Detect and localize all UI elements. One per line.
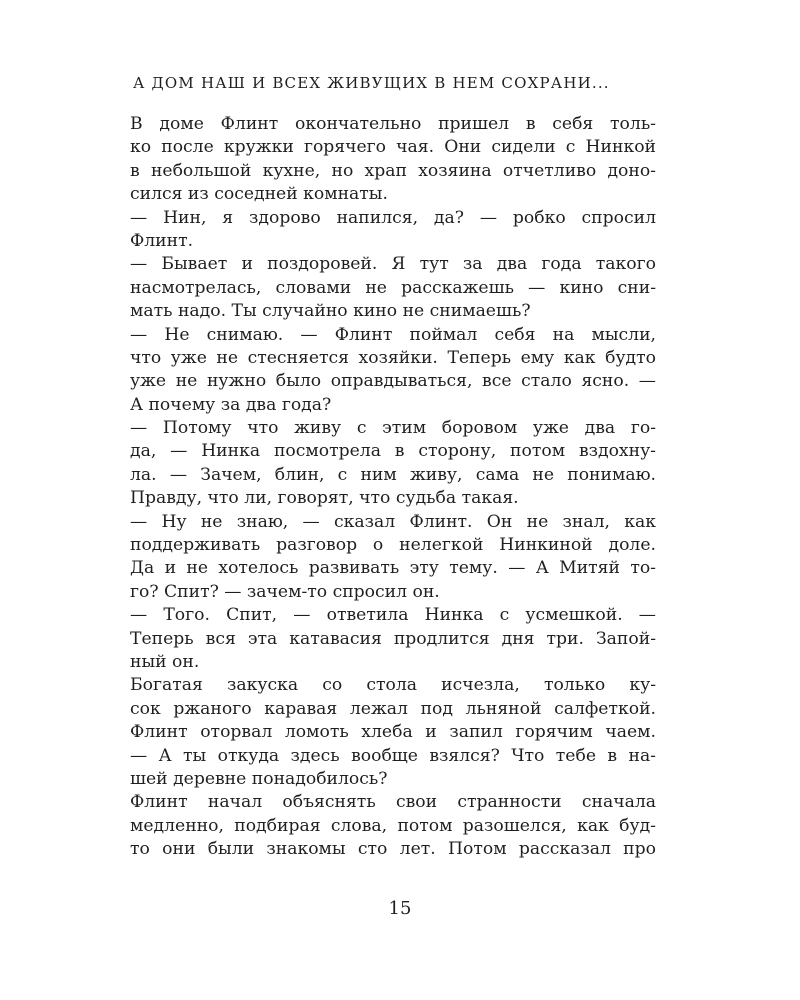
text-line: ный он.: [130, 651, 200, 672]
text-line: уже не нужно было оправдываться, все стало ясно. —: [130, 371, 656, 392]
text-line: В доме Флинт окончательно пришел в себя толь-: [130, 114, 656, 134]
text-line: Флинт начал объяснять свои странности сначала: [130, 792, 656, 813]
running-header: А ДОМ НАШ И ВСЕХ ЖИВУЩИХ В НЕМ СОХРАНИ...: [133, 74, 610, 92]
text-line: Флинт оторвал ломоть хлеба и запил горячим чаем.: [130, 722, 656, 743]
text-line: что уже не стесняется хозяйки. Теперь ему как будто: [130, 347, 656, 368]
body-text: [130, 113, 656, 862]
text-line: да, — Нинка посмотрела в сторону, потом вздохну-: [130, 441, 656, 462]
text-line: насмотрелась, словами не расскажешь — кино сни-: [130, 277, 656, 298]
text-line: — Бывает и поздоровей. Я тут за два года такого: [130, 254, 656, 275]
text-line: сился из соседней комнаты.: [130, 184, 388, 205]
text-line: Флинт.: [130, 230, 194, 251]
text-line: ко после кружки горячего чая. Они сидели с Нинкой: [130, 137, 656, 158]
text-line: Да и не хотелось развивать эту тему. — А Митяй то-: [130, 558, 656, 579]
text-line: медленно, подбирая слова, потом разошелся, как буд-: [130, 815, 656, 836]
page-number: 15: [388, 898, 412, 919]
text-line: то они были знакомы сто лет. Потом рассказал про: [130, 839, 656, 860]
text-line: Теперь вся эта катавасия продлится дня три. Запой-: [130, 628, 656, 649]
text-line: Богатая закуска со стола исчезла, только ку-: [130, 675, 656, 696]
text-line: — Того. Спит, — ответила Нинка с усмешкой. —: [130, 605, 656, 626]
text-line: Правду, что ли, говорят, что судьба такая.: [130, 488, 519, 509]
text-line: мать надо. Ты случайно кино не снимаешь?: [130, 301, 531, 322]
text-line: — Нин, я здорово напился, да? — робко спросил: [130, 207, 656, 228]
text-line: — Потому что живу с этим боровом уже два го-: [130, 418, 656, 439]
text-line: — А ты откуда здесь вообще взялся? Что тебе в на-: [130, 745, 656, 766]
text-line: поддерживать разговор о нелегкой Нинкиной доле.: [130, 535, 656, 556]
text-line: шей деревне понадобилось?: [130, 768, 388, 789]
text-line: в небольшой кухне, но храп хозяина отчетливо доно-: [130, 160, 656, 181]
text-line: — Ну не знаю, — сказал Флинт. Он не знал, как: [130, 511, 656, 532]
text-line: го? Спит? — зачем-то спросил он.: [130, 581, 440, 602]
text-line: А почему за два года?: [130, 394, 332, 415]
text-line: — Не снимаю. — Флинт поймал себя на мысли,: [130, 324, 656, 345]
text-line: сок ржаного каравая лежал под льняной салфеткой.: [130, 698, 656, 719]
text-line: ла. — Зачем, блин, с ним живу, сама не понимаю.: [130, 464, 656, 485]
